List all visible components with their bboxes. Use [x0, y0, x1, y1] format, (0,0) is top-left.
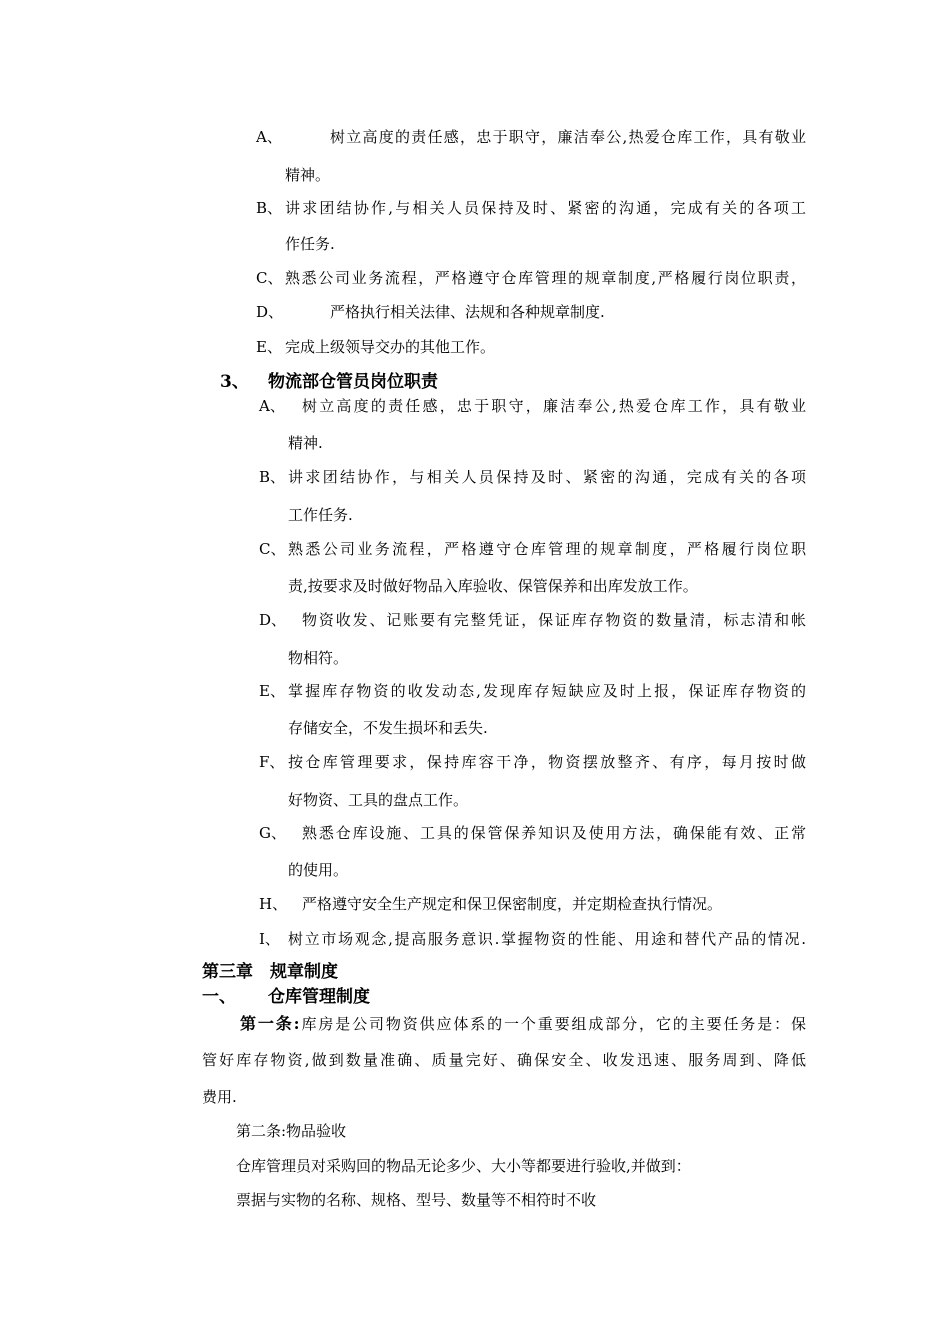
- list-item-marker: D、: [256, 303, 284, 321]
- list-item-text: 物资收发、记账要有完整凭证，保证库存物资的数量清，标志清和帐: [302, 611, 806, 629]
- list-item-text: 掌握库存物资的收发动态,发现库存短缺应及时上报，保证库存物资的: [288, 682, 806, 700]
- list-item-text: 树立高度的责任感，忠于职守，廉洁奉公,热爱仓库工作，具有敬业: [302, 397, 806, 415]
- list-item-text-cont: 的使用。: [288, 861, 349, 879]
- list-item-text-cont: 责,按要求及时做好物品入库验收、保管保养和出库发放工作。: [288, 577, 698, 595]
- list-item-text-cont: 精神.: [288, 434, 323, 452]
- subsection-title: 仓库管理制度: [268, 987, 370, 1007]
- list-item-text: 严格执行相关法律、法规和各种规章制度.: [330, 303, 605, 321]
- list-item-marker: I、: [259, 930, 280, 948]
- article2-heading: 第二条:物品验收: [236, 1122, 347, 1140]
- list-item-marker: H、: [259, 895, 288, 913]
- section-title: 物流部仓管员岗位职责: [268, 372, 438, 392]
- section-number: 3、: [220, 372, 249, 392]
- list-item-text: 讲求团结协作,与相关人员保持及时、紧密的沟通，完成有关的各项工: [285, 199, 806, 217]
- list-item-marker: E、: [259, 682, 285, 700]
- paragraph: 仓库管理员对采购回的物品无论多少、大小等都要进行验收,并做到：: [236, 1157, 691, 1175]
- list-item-text: 完成上级领导交办的其他工作。: [285, 338, 496, 356]
- subsection-number: 一、: [202, 987, 236, 1007]
- list-item-text-cont: 工作任务.: [288, 506, 353, 524]
- list-item-text: 熟悉公司业务流程，严格遵守仓库管理的规章制度，严格履行岗位职: [288, 540, 806, 558]
- list-item-text: 树立高度的责任感，忠于职守，廉洁奉公,热爱仓库工作，具有敬业: [330, 128, 806, 146]
- article1-text-cont: 管好库存物资,做到数量准确、质量完好、确保安全、收发迅速、服务周到、降低: [202, 1051, 806, 1069]
- list-item-text-cont: 精神。: [285, 166, 331, 184]
- list-item-text: 按仓库管理要求，保持库容干净，物资摆放整齐、有序，每月按时做: [288, 753, 806, 771]
- list-item-marker: C、: [256, 269, 283, 287]
- list-item-text-cont: 作任务.: [285, 235, 335, 253]
- list-item-text-cont: 物相符。: [288, 649, 349, 667]
- list-item-marker: G、: [259, 824, 286, 842]
- list-item-marker: A、: [259, 397, 285, 415]
- article1-text-end: 费用.: [202, 1088, 237, 1106]
- list-item-text: 严格遵守安全生产规定和保卫保密制度，并定期检查执行情况。: [302, 895, 723, 913]
- chapter-title: 第三章 规章制度: [202, 962, 338, 982]
- list-item-marker: D、: [259, 611, 287, 629]
- article1-text: 库房是公司物资供应体系的一个重要组成部分，它的主要任务是：保: [299, 1015, 806, 1033]
- list-item-marker: A、: [256, 128, 282, 146]
- list-item-marker: F、: [259, 753, 285, 771]
- list-item-text-cont: 好物资、工具的盘点工作。: [288, 791, 469, 809]
- list-item-marker: B、: [256, 199, 283, 217]
- paragraph: 票据与实物的名称、规格、型号、数量等不相符时不收: [236, 1191, 597, 1209]
- list-item-marker: C、: [259, 540, 286, 558]
- list-item-text: 讲求团结协作，与相关人员保持及时、紧密的沟通，完成有关的各项: [288, 468, 806, 486]
- list-item-text: 熟悉仓库设施、工具的保管保养知识及使用方法，确保能有效、正常: [302, 824, 806, 842]
- list-item-marker: E、: [256, 338, 282, 356]
- article1-first-line: [240, 1014, 806, 1034]
- article1-label: 第一条:: [240, 1014, 300, 1033]
- list-item-text-cont: 存储安全，不发生损坏和丢失.: [288, 719, 488, 737]
- list-item-text: 熟悉公司业务流程，严格遵守仓库管理的规章制度,严格履行岗位职责，: [285, 269, 806, 287]
- list-item-text: 树立市场观念,提高服务意识.掌握物资的性能、用途和替代产品的情况.: [288, 930, 806, 948]
- list-item-marker: B、: [259, 468, 286, 486]
